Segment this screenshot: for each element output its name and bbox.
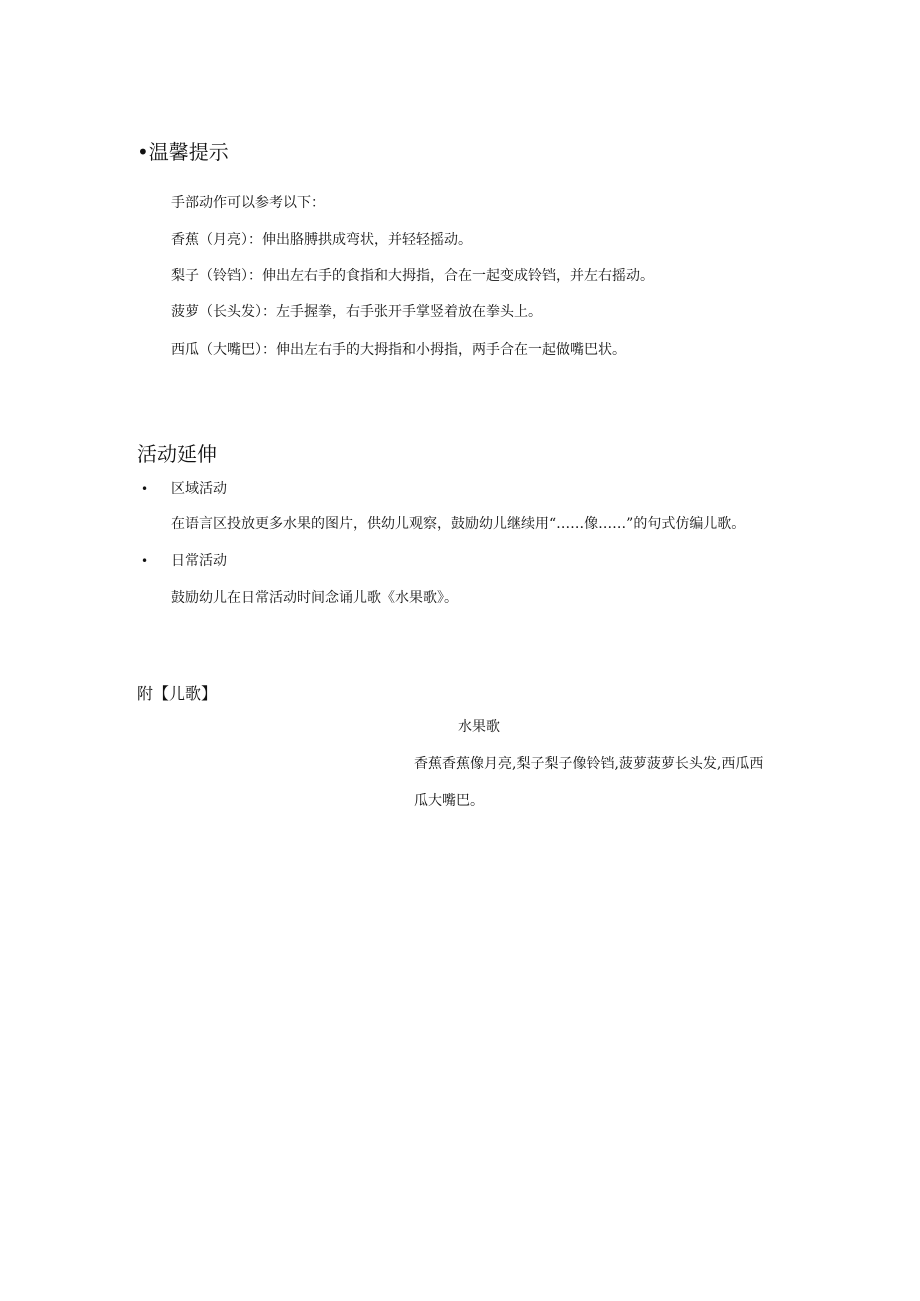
tips-item: 菠萝（长头发）：左手握拳，右手张开手掌竖着放在拳头上。	[171, 304, 542, 320]
section-heading-extension: 活动延伸	[137, 442, 217, 466]
section-heading-tips	[137, 136, 229, 165]
heading-bullet: •	[137, 140, 149, 164]
tips-intro: 手部动作可以参考以下：	[171, 195, 325, 211]
appendix-title: 附【儿歌】	[137, 684, 218, 703]
tips-item: 西瓜（大嘴巴）：伸出左右手的大拇指和小拇指，两手合在一起做嘴巴状。	[171, 342, 626, 358]
song-line-2: 瓜大嘴巴。	[414, 793, 484, 809]
tips-item: 香蕉（月亮）：伸出胳膊拱成弯状，并轻轻摇动。	[171, 232, 472, 248]
extension-text-daily: 鼓励幼儿在日常活动时间念诵儿歌《水果歌》。	[171, 590, 458, 606]
extension-text-area: 在语言区投放更多水果的图片，供幼儿观察，鼓励幼儿继续用“……像……”的句式仿编儿歌。	[171, 516, 746, 532]
song-title: 水果歌	[458, 719, 500, 735]
extension-label-area: 区域活动	[171, 481, 227, 497]
heading-title: 温馨提示	[148, 140, 229, 164]
tips-item: 梨子（铃铛）：伸出左右手的食指和大拇指，合在一起变成铃铛，并左右摇动。	[171, 268, 654, 284]
extension-label-daily: 日常活动	[171, 553, 227, 569]
song-line-1: 香蕉香蕉像月亮,梨子梨子像铃铛,菠萝菠萝长头发,西瓜西	[414, 756, 764, 772]
list-bullet: •	[141, 554, 149, 568]
list-bullet: •	[141, 482, 149, 496]
